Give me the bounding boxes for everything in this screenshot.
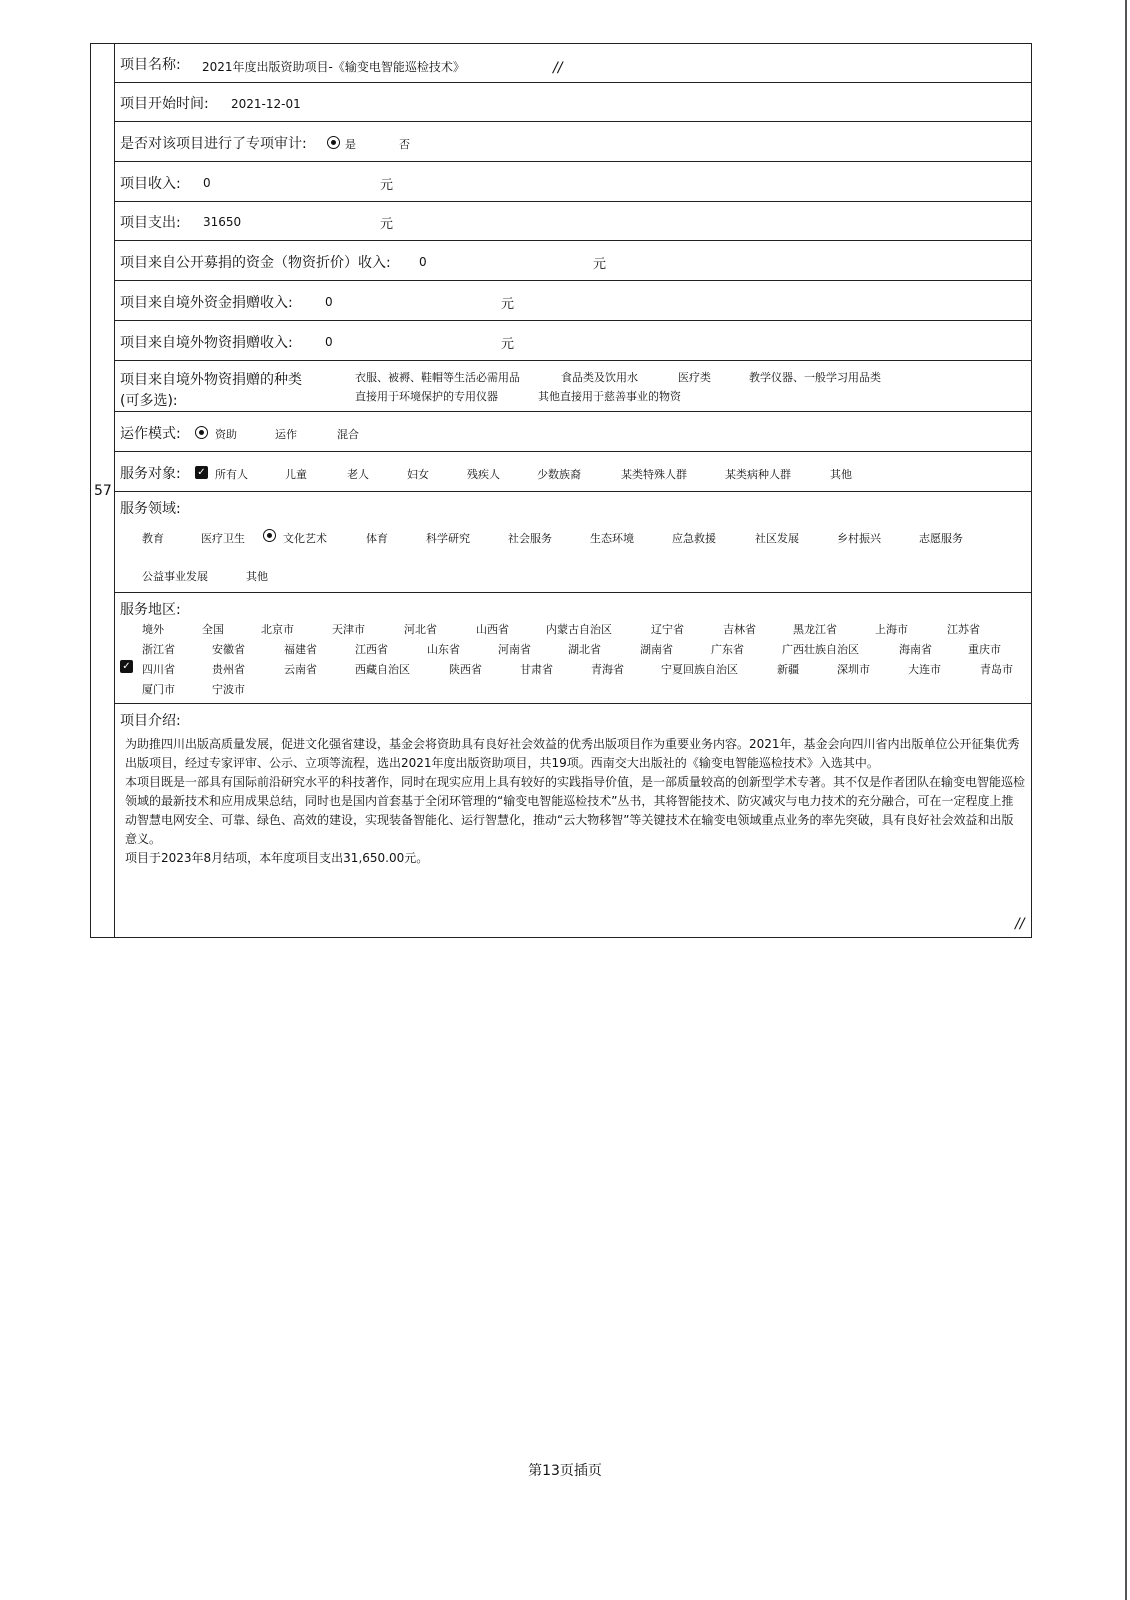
- service-field-radio-selected[interactable]: [263, 529, 276, 542]
- area-option[interactable]: 重庆市: [968, 643, 1001, 656]
- row-operation: [115, 412, 1032, 452]
- area-option[interactable]: 大连市: [908, 663, 941, 676]
- audit-no-label[interactable]: 否: [399, 138, 410, 151]
- area-option[interactable]: 山东省: [427, 643, 460, 656]
- goods-types-label-multi: (可多选):: [120, 393, 178, 409]
- service-target-option: 所有人: [215, 468, 248, 481]
- project-form: [90, 43, 1032, 938]
- start-time-value[interactable]: 2021-12-01: [231, 97, 301, 111]
- foreign-fund-value[interactable]: 0: [325, 295, 333, 309]
- service-area-label: 服务地区:: [120, 602, 181, 618]
- area-option[interactable]: 江苏省: [947, 623, 980, 636]
- goods-option[interactable]: 教学仪器、一般学习用品类: [749, 371, 881, 384]
- goods-option[interactable]: 食品类及饮用水: [561, 371, 638, 384]
- service-target-option[interactable]: 妇女: [407, 468, 429, 481]
- row-service-field: [115, 492, 1032, 593]
- row-foreign-goods: [115, 321, 1032, 361]
- service-target-option[interactable]: 某类特殊人群: [621, 468, 687, 481]
- goods-option[interactable]: 其他直接用于慈善事业的物资: [538, 390, 681, 403]
- operation-option[interactable]: 运作: [275, 428, 297, 441]
- audit-yes-label: 是: [345, 138, 356, 151]
- income-label: 项目收入:: [120, 176, 181, 192]
- area-option[interactable]: 贵州省: [212, 663, 245, 676]
- row-start-time: [115, 83, 1032, 122]
- service-target-option[interactable]: 某类病种人群: [725, 468, 791, 481]
- foreign-fund-unit: 元: [501, 297, 515, 312]
- row-project-name: [115, 43, 1032, 83]
- row-service-target: [115, 452, 1032, 492]
- row-expense: [115, 202, 1032, 241]
- row-public-fund: [115, 241, 1032, 281]
- income-value[interactable]: 0: [203, 176, 211, 190]
- resize-handle-icon[interactable]: //: [1015, 916, 1025, 932]
- page-edge-line: [1125, 0, 1127, 1600]
- area-option[interactable]: 浙江省: [142, 643, 175, 656]
- area-option[interactable]: 辽宁省: [651, 623, 684, 636]
- row-number: 57: [94, 483, 112, 499]
- service-field-option[interactable]: 公益事业发展: [142, 570, 208, 583]
- row-foreign-fund: [115, 281, 1032, 321]
- operation-option[interactable]: 混合: [337, 428, 359, 441]
- goods-types-label: 项目来自境外物资捐赠的种类: [120, 372, 302, 388]
- resize-handle-icon[interactable]: //: [553, 60, 563, 76]
- area-option[interactable]: 青海省: [591, 663, 624, 676]
- service-field-label: 服务领域:: [120, 501, 181, 517]
- service-target-option[interactable]: 老人: [347, 468, 369, 481]
- operation-radio-selected[interactable]: [195, 426, 208, 439]
- row-intro: [115, 704, 1032, 938]
- row-goods-types: [115, 361, 1032, 412]
- area-option: 四川省: [142, 663, 175, 676]
- start-time-label: 项目开始时间:: [120, 96, 209, 112]
- area-option[interactable]: 青岛市: [980, 663, 1013, 676]
- area-option[interactable]: 云南省: [284, 663, 317, 676]
- area-option[interactable]: 安徽省: [212, 643, 245, 656]
- service-field-option[interactable]: 生态环境: [590, 532, 634, 545]
- page-footer: 第13页插页: [528, 1463, 602, 1479]
- area-option[interactable]: 内蒙古自治区: [546, 623, 612, 636]
- row-audit: [115, 122, 1032, 162]
- income-unit: 元: [380, 178, 394, 193]
- public-fund-value[interactable]: 0: [419, 255, 427, 269]
- service-field-option[interactable]: 体育: [366, 532, 388, 545]
- area-option[interactable]: 湖北省: [568, 643, 601, 656]
- row-income: [115, 162, 1032, 202]
- intro-text[interactable]: [125, 735, 1025, 868]
- service-field-option[interactable]: 乡村振兴: [837, 532, 881, 545]
- service-target-label: 服务对象:: [120, 466, 181, 482]
- area-option[interactable]: 西藏自治区: [355, 663, 410, 676]
- intro-label: 项目介绍:: [120, 713, 181, 729]
- service-field-option[interactable]: 医疗卫生: [201, 532, 245, 545]
- service-field-option[interactable]: 其他: [246, 570, 268, 583]
- area-option[interactable]: 深圳市: [837, 663, 870, 676]
- area-option[interactable]: 黑龙江省: [793, 623, 837, 636]
- audit-yes-radio[interactable]: [327, 136, 340, 149]
- goods-option[interactable]: 衣服、被褥、鞋帽等生活必需用品: [355, 371, 520, 384]
- expense-value[interactable]: 31650: [203, 215, 242, 229]
- area-option[interactable]: 天津市: [332, 623, 365, 636]
- service-field-option[interactable]: 社区发展: [755, 532, 799, 545]
- area-option[interactable]: 厦门市: [142, 683, 175, 696]
- service-field-option[interactable]: 社会服务: [508, 532, 552, 545]
- area-option[interactable]: 陕西省: [449, 663, 482, 676]
- row-number-column: [90, 43, 115, 938]
- checkbox-checked-icon[interactable]: ✓: [195, 466, 208, 479]
- service-target-option[interactable]: 儿童: [285, 468, 307, 481]
- area-option[interactable]: 广西壮族自治区: [782, 643, 859, 656]
- checkbox-checked-icon[interactable]: ✓: [120, 660, 133, 673]
- area-option[interactable]: 湖南省: [640, 643, 673, 656]
- service-target-option[interactable]: 残疾人: [467, 468, 500, 481]
- expense-unit: 元: [380, 217, 394, 232]
- public-fund-unit: 元: [593, 257, 607, 272]
- expense-label: 项目支出:: [120, 215, 181, 231]
- audit-label: 是否对该项目进行了专项审计:: [120, 136, 307, 152]
- area-option[interactable]: 广东省: [711, 643, 744, 656]
- public-fund-label: 项目来自公开募捐的资金（物资折价）收入:: [120, 255, 391, 271]
- area-option[interactable]: 新疆: [777, 663, 799, 676]
- foreign-goods-value[interactable]: 0: [325, 335, 333, 349]
- area-option[interactable]: 海南省: [899, 643, 932, 656]
- area-option[interactable]: 河南省: [498, 643, 531, 656]
- area-option[interactable]: 宁波市: [212, 683, 245, 696]
- service-field-option[interactable]: 教育: [142, 532, 164, 545]
- service-field-option[interactable]: 科学研究: [426, 532, 470, 545]
- row-service-area: [115, 593, 1032, 704]
- goods-option[interactable]: 医疗类: [678, 371, 711, 384]
- area-option[interactable]: 福建省: [284, 643, 317, 656]
- area-option[interactable]: 甘肃省: [520, 663, 553, 676]
- foreign-fund-label: 项目来自境外资金捐赠收入:: [120, 295, 293, 311]
- area-option[interactable]: 吉林省: [723, 623, 756, 636]
- service-target-option[interactable]: 其他: [830, 468, 852, 481]
- area-option[interactable]: 上海市: [875, 623, 908, 636]
- foreign-goods-label: 项目来自境外物资捐赠收入:: [120, 335, 293, 351]
- area-option[interactable]: 宁夏回族自治区: [661, 663, 738, 676]
- operation-option: 资助: [215, 428, 237, 441]
- intro-paragraph: 项目于2023年8月结项，本年度项目支出31,650.00元。: [125, 851, 429, 865]
- service-field-option[interactable]: 志愿服务: [919, 532, 963, 545]
- area-option[interactable]: 北京市: [261, 623, 294, 636]
- service-field-option: 文化艺术: [283, 532, 327, 545]
- area-option[interactable]: 山西省: [476, 623, 509, 636]
- goods-option[interactable]: 直接用于环境保护的专用仪器: [355, 390, 498, 403]
- area-option[interactable]: 全国: [202, 623, 224, 636]
- project-name-label: 项目名称:: [120, 57, 181, 73]
- operation-label: 运作模式:: [120, 426, 181, 442]
- intro-paragraph: 本项目既是一部具有国际前沿研究水平的科技著作，同时在现实应用上具有较好的实践指导价值，是一部质量较高的创新型学术专著。其不仅是作者团队在输变电智能巡检领域的最新技术和应用成果总结，同时也是国内首套基于全闭环管理的“输变电智能巡检技术”丛书，其将智能技术、防灾减灾与电力技术的充分融合，可在一定程度上推动智慧电网安全、可靠、绿色、高效的建设，实现装备智能化、运行智慧化，推动“云大物移智”等关键技术在输变电领域重点业务的率先突破，具有良好社会效益和出版意义。: [125, 775, 1026, 846]
- project-name-value[interactable]: 2021年度出版资助项目-《输变电智能巡检技术》: [202, 60, 465, 74]
- service-target-option[interactable]: 少数族裔: [537, 468, 581, 481]
- foreign-goods-unit: 元: [501, 337, 515, 352]
- service-field-option[interactable]: 应急救援: [672, 532, 716, 545]
- area-option[interactable]: 境外: [142, 623, 164, 636]
- intro-paragraph: 为助推四川出版高质量发展，促进文化强省建设，基金会将资助具有良好社会效益的优秀出版项目作为重要业务内容。2021年，基金会向四川省内出版单位公开征集优秀出版项目，经过专家评审、公示、立项等流程，选出2021年度出版资助项目，共19项。西南交大出版社的《输变电智能巡检技术》入选其中。: [125, 737, 1020, 770]
- area-option[interactable]: 江西省: [355, 643, 388, 656]
- area-option[interactable]: 河北省: [404, 623, 437, 636]
